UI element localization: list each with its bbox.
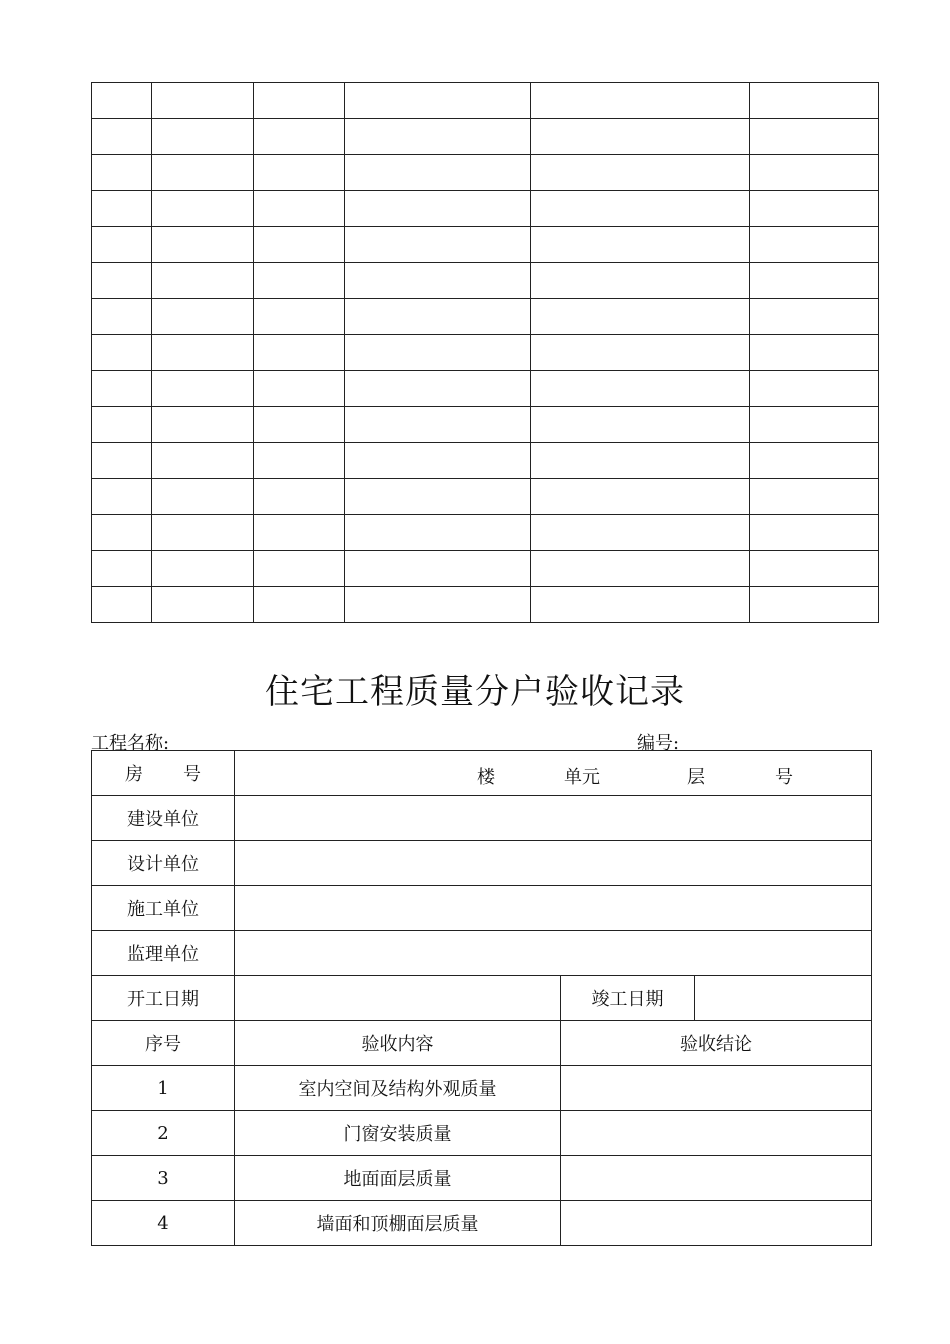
blank-grid-cell[interactable] [345, 407, 531, 443]
blank-grid-cell[interactable] [750, 407, 879, 443]
blank-grid-cell[interactable] [531, 479, 750, 515]
blank-grid-cell[interactable] [92, 371, 152, 407]
blank-grid-row [92, 551, 879, 587]
blank-grid-cell[interactable] [750, 191, 879, 227]
completion-date-label: 竣工日期 [561, 976, 695, 1021]
blank-grid-cell[interactable] [254, 443, 345, 479]
blank-grid-cell[interactable] [92, 551, 152, 587]
blank-grid-row [92, 83, 879, 119]
blank-grid-cell[interactable] [152, 299, 254, 335]
blank-grid-cell[interactable] [345, 443, 531, 479]
blank-grid-cell[interactable] [531, 263, 750, 299]
blank-grid-cell[interactable] [152, 83, 254, 119]
blank-grid-cell[interactable] [345, 263, 531, 299]
blank-grid-row [92, 155, 879, 191]
design-unit-value[interactable] [235, 841, 872, 886]
blank-grid-cell[interactable] [750, 371, 879, 407]
blank-grid-cell[interactable] [531, 83, 750, 119]
construction-owner-value[interactable] [235, 796, 872, 841]
blank-grid-cell[interactable] [750, 587, 879, 623]
room-label-a: 房 [125, 764, 143, 785]
blank-grid-cell[interactable] [750, 515, 879, 551]
item-row [92, 1156, 872, 1201]
blank-grid-cell[interactable] [750, 83, 879, 119]
blank-grid-cell[interactable] [152, 515, 254, 551]
blank-grid-cell[interactable] [531, 515, 750, 551]
blank-grid-cell[interactable] [152, 155, 254, 191]
blank-grid-cell[interactable] [254, 119, 345, 155]
blank-grid-cell[interactable] [92, 479, 152, 515]
blank-grid-cell[interactable] [750, 227, 879, 263]
blank-grid-row [92, 371, 879, 407]
blank-grid-cell[interactable] [254, 263, 345, 299]
unit-label: 单元 [564, 767, 600, 788]
blank-grid-cell[interactable] [92, 443, 152, 479]
blank-grid-cell[interactable] [92, 155, 152, 191]
blank-grid-cell[interactable] [254, 371, 345, 407]
blank-grid-cell[interactable] [531, 119, 750, 155]
blank-grid-cell[interactable] [345, 119, 531, 155]
blank-grid-row [92, 443, 879, 479]
seq-header: 序号 [92, 1021, 235, 1066]
supervisor-value[interactable] [235, 931, 872, 976]
blank-grid-cell[interactable] [531, 587, 750, 623]
room-row [92, 751, 872, 796]
item-seq: 4 [92, 1201, 235, 1246]
blank-grid-cell[interactable] [345, 227, 531, 263]
blank-grid-cell[interactable] [254, 551, 345, 587]
blank-grid-cell[interactable] [152, 227, 254, 263]
blank-grid-cell[interactable] [345, 479, 531, 515]
item-content: 地面面层质量 [235, 1156, 561, 1201]
blank-grid-cell[interactable] [750, 335, 879, 371]
completion-date-value[interactable] [695, 976, 872, 1021]
blank-grid-cell[interactable] [152, 371, 254, 407]
design-unit-row [92, 841, 872, 886]
blank-grid-cell[interactable] [345, 299, 531, 335]
blank-grid-cell[interactable] [92, 587, 152, 623]
page-title: 住宅工程质量分户验收记录 [265, 672, 685, 712]
blank-grid-cell[interactable] [152, 335, 254, 371]
blank-grid-cell[interactable] [750, 443, 879, 479]
content-header: 验收内容 [235, 1021, 561, 1066]
blank-grid-cell[interactable] [531, 335, 750, 371]
blank-grid-cell[interactable] [254, 335, 345, 371]
item-row [92, 1111, 872, 1156]
blank-grid-cell[interactable] [345, 515, 531, 551]
blank-grid-row [92, 227, 879, 263]
blank-grid-cell[interactable] [254, 587, 345, 623]
blank-grid-cell[interactable] [152, 479, 254, 515]
blank-grid-row [92, 191, 879, 227]
blank-grid-row [92, 299, 879, 335]
blank-grid-row [92, 335, 879, 371]
blank-grid-row [92, 263, 879, 299]
blank-grid-cell[interactable] [531, 371, 750, 407]
item-row [92, 1066, 872, 1111]
blank-grid-cell[interactable] [531, 551, 750, 587]
blank-grid-row [92, 479, 879, 515]
blank-grid-table [91, 82, 879, 623]
blank-grid-cell[interactable] [345, 83, 531, 119]
blank-grid-cell[interactable] [92, 227, 152, 263]
blank-grid-cell[interactable] [92, 299, 152, 335]
start-date-value[interactable] [235, 976, 561, 1021]
blank-grid-row [92, 119, 879, 155]
item-content: 墙面和顶棚面层质量 [235, 1201, 561, 1246]
blank-grid-row [92, 587, 879, 623]
number-label: 号 [775, 767, 793, 788]
blank-grid-cell[interactable] [254, 83, 345, 119]
blank-grid-cell[interactable] [531, 227, 750, 263]
blank-grid-cell[interactable] [254, 191, 345, 227]
item-seq: 1 [92, 1066, 235, 1111]
item-conclusion[interactable] [561, 1111, 872, 1156]
blank-grid-cell[interactable] [531, 299, 750, 335]
contractor-value[interactable] [235, 886, 872, 931]
blank-grid-cell[interactable] [254, 227, 345, 263]
contractor-label: 施工单位 [92, 886, 235, 931]
blank-grid-cell[interactable] [92, 335, 152, 371]
blank-grid-cell[interactable] [531, 155, 750, 191]
blank-grid-row [92, 515, 879, 551]
blank-grid-cell[interactable] [92, 119, 152, 155]
building-label: 楼 [477, 767, 495, 788]
supervisor-row [92, 931, 872, 976]
item-conclusion[interactable] [561, 1066, 872, 1111]
item-seq: 2 [92, 1111, 235, 1156]
blank-grid-cell[interactable] [750, 299, 879, 335]
design-unit-label: 设计单位 [92, 841, 235, 886]
item-row [92, 1201, 872, 1246]
blank-grid-cell[interactable] [152, 263, 254, 299]
blank-grid-cell[interactable] [345, 335, 531, 371]
item-conclusion[interactable] [561, 1156, 872, 1201]
blank-grid-cell[interactable] [345, 155, 531, 191]
item-content: 门窗安装质量 [235, 1111, 561, 1156]
blank-grid-cell[interactable] [92, 83, 152, 119]
blank-grid-cell[interactable] [254, 407, 345, 443]
room-label-cell [92, 751, 235, 796]
construction-owner-row [92, 796, 872, 841]
start-date-label: 开工日期 [92, 976, 235, 1021]
blank-grid-cell[interactable] [345, 191, 531, 227]
blank-grid-cell[interactable] [152, 587, 254, 623]
contractor-row [92, 886, 872, 931]
blank-grid-cell[interactable] [345, 587, 531, 623]
blank-grid-cell[interactable] [92, 407, 152, 443]
room-value-cell[interactable] [235, 751, 872, 796]
item-seq: 3 [92, 1156, 235, 1201]
project-name-label: 工程名称: [91, 733, 170, 754]
blank-grid-cell[interactable] [152, 119, 254, 155]
blank-grid-cell[interactable] [152, 191, 254, 227]
blank-grid-cell[interactable] [152, 551, 254, 587]
supervisor-label: 监理单位 [92, 931, 235, 976]
blank-grid-row [92, 407, 879, 443]
blank-grid-cell[interactable] [750, 263, 879, 299]
construction-owner-label: 建设单位 [92, 796, 235, 841]
blank-grid-cell[interactable] [345, 371, 531, 407]
blank-grid-cell[interactable] [750, 551, 879, 587]
blank-grid-cell[interactable] [92, 263, 152, 299]
blank-grid-cell[interactable] [750, 155, 879, 191]
acceptance-record-table [91, 750, 872, 1246]
blank-grid-cell[interactable] [254, 155, 345, 191]
blank-grid-cell[interactable] [152, 407, 254, 443]
blank-grid-cell[interactable] [531, 407, 750, 443]
header-row [92, 1021, 872, 1066]
conclusion-header: 验收结论 [561, 1021, 872, 1066]
serial-number-label: 编号: [637, 733, 680, 754]
blank-grid-cell[interactable] [750, 119, 879, 155]
dates-row [92, 976, 872, 1021]
blank-grid-cell[interactable] [750, 479, 879, 515]
blank-grid-cell[interactable] [254, 515, 345, 551]
blank-grid-cell[interactable] [92, 191, 152, 227]
blank-grid-cell[interactable] [531, 443, 750, 479]
room-label-b: 号 [183, 764, 201, 785]
blank-grid-cell[interactable] [345, 551, 531, 587]
item-content: 室内空间及结构外观质量 [235, 1066, 561, 1111]
blank-grid-cell[interactable] [531, 191, 750, 227]
blank-grid-cell[interactable] [254, 299, 345, 335]
blank-grid-cell[interactable] [254, 479, 345, 515]
item-conclusion[interactable] [561, 1201, 872, 1246]
blank-grid-cell[interactable] [152, 443, 254, 479]
floor-label: 层 [687, 767, 705, 788]
blank-grid-cell[interactable] [92, 515, 152, 551]
